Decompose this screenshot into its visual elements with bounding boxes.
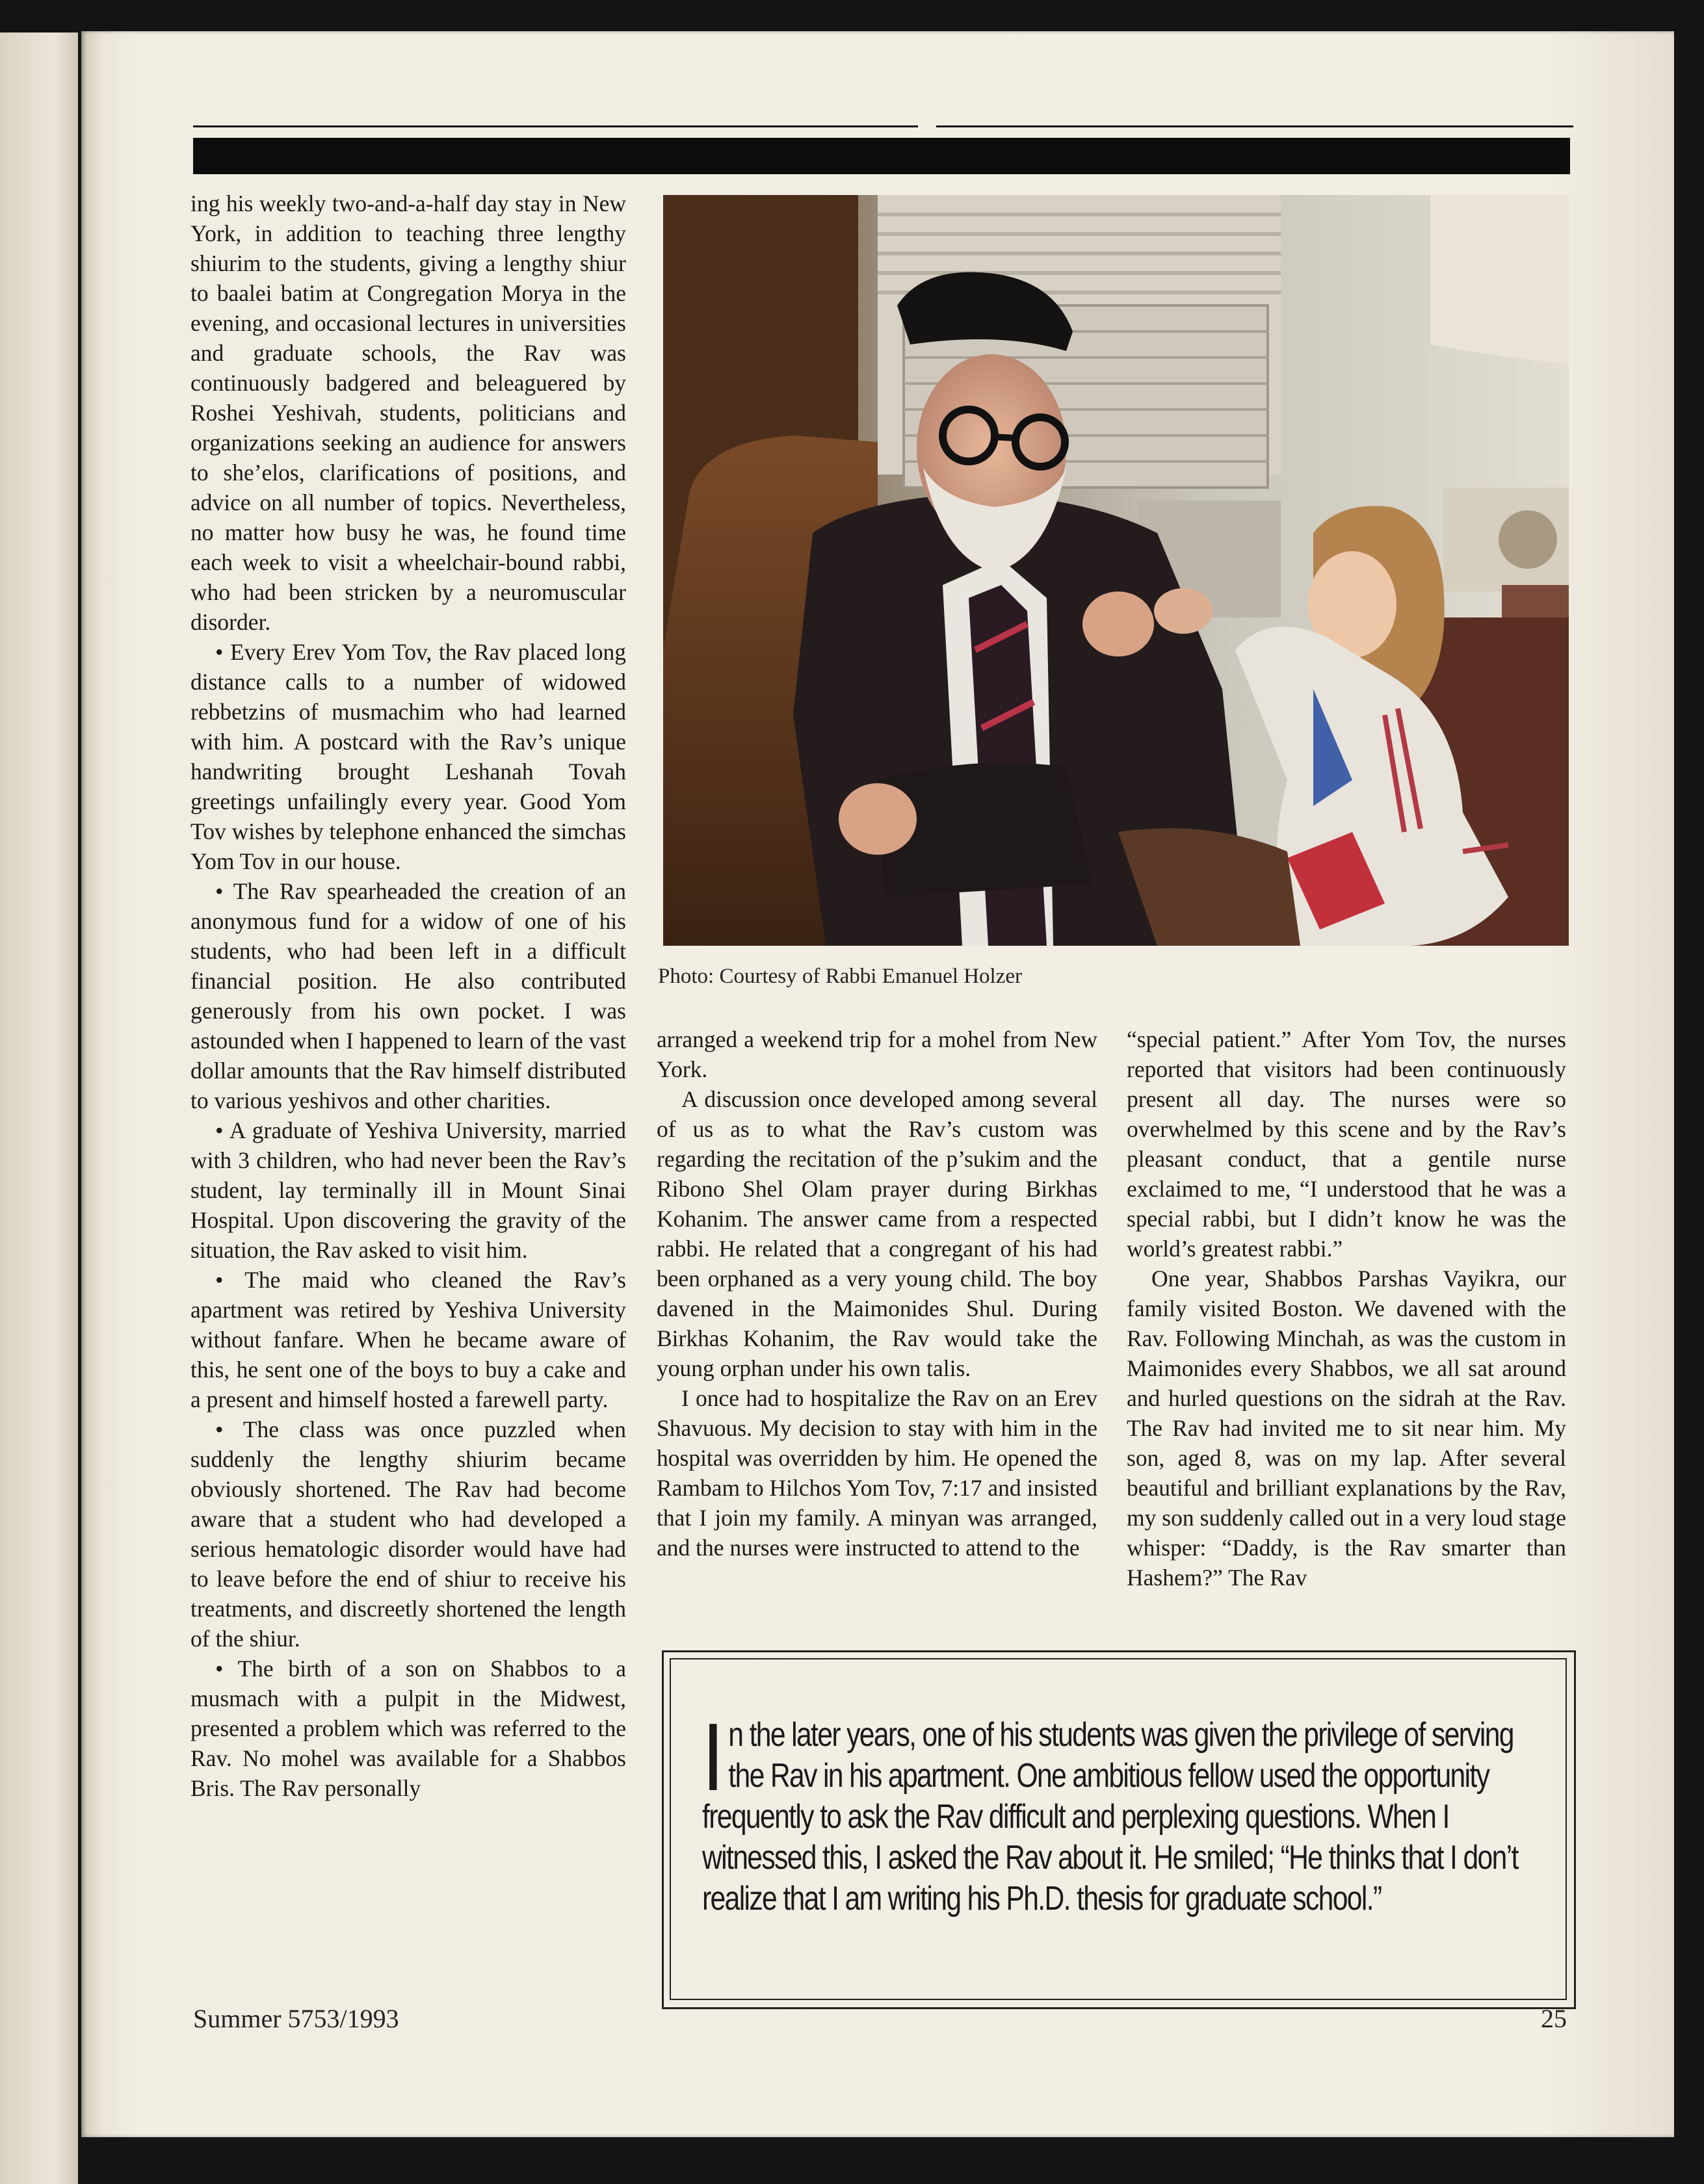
column-1-paragraph: • Every Erev Yom Tov, the Rav placed long distance calls to a number of widowed rebbetzins of musmachim who had learned with him. A postcard with the Rav’s unique handwriting brought Leshanah Tovah greetings unfailingly every year. Good Yom Tov wishes by telephone enhanced the simchas Yom Tov in our house. [190, 639, 626, 874]
column-2-paragraph: A discussion once developed among several of us as to what the Rav’s custom was regarding the recitation of the p’sukim and the Ribono Shel Olam prayer during Birkhas Kohanim. The answer came from a respected rabbi. He related that a congregant of his had been orphaned as a very young child. The boy davened in the Maimonides Shul. During Birkhas Kohanim, the Rav would take the young orphan under his own talis. [657, 1086, 1097, 1381]
column-1-paragraph: • The maid who cleaned the Rav’s apartment was retired by Yeshiva University without fanfare. When he became aware of this, he sent one of the boys to buy a cake and a present and himself hosted a farewell party. [190, 1267, 626, 1412]
header-bar [193, 138, 1570, 174]
issue-date: Summer 5753/1993 [193, 2004, 399, 2033]
pullquote-dropcap: I [702, 1704, 724, 1811]
column-1-paragraph: • The birth of a son on Shabbos to a musmach with a pulpit in the Midwest, presented a problem which was referred to the Rav. No mohel was available for a Shabbos Bris. The Rav personally [190, 1656, 626, 1801]
column-2 [657, 1024, 1097, 1563]
column-2-paragraph: I once had to hospitalize the Rav on an Erev Shavuous. My decision to stay with him in the hospital was overridden by him. He opened the Rambam to Hilchos Yom Tov, 7:17 and insisted that I join my family. A minyan was arranged, and the nurses were instructed to attend to the [657, 1385, 1097, 1561]
pullquote-text: n the later years, one of his students was given the privilege of serving the Rav in his apartment. One ambitious fellow used the opportunity frequently to ask the Rav difficult and perplexing questions. When I witnessed this, I asked the Rav about it. He smiled; “He thinks that I don’t realize that I am writing his Ph.D. thesis for graduate school.” [702, 1716, 1518, 1918]
column-1-paragraph: ing his weekly two-and-a-half day stay in New York, in addition to teaching three lengthy shiurim to the students, giving a lengthy shiur to baalei batim at Congregation Morya in the evening, and occasional lectures in universities and graduate schools, the Rav was continuously badgered and beleaguered by Roshei Yeshivah, students, politicians and organizations seeking an audience for answers to she’elos, clarifications of positions, and advice on all number of topics. Nevertheless, no matter how busy he was, he found time each week to visit a wheelchair-bound rabbi, who had been stricken by a neuromuscular disorder. [190, 190, 626, 635]
column-3 [1127, 1024, 1566, 1592]
column-3-paragraph: “special patient.” After Yom Tov, the nurses reported that visitors had been continuously present all day. The nurses were so overwhelmed by this scene and by the Rav’s pleasant conduct, that a gentile nurse exclaimed to me, “I understood that he was a special rabbi, but I didn’t know he was the world’s greatest rabbi.” [1127, 1026, 1566, 1262]
photo-rav-with-child [663, 195, 1569, 946]
column-1-paragraph: • A graduate of Yeshiva University, married with 3 children, who had never been the Rav’s student, lay terminally ill in Mount Sinai Hospital. Upon discovering the gravity of the situation, the Rav asked to visit him. [190, 1117, 626, 1263]
column-1-paragraph: • The class was once puzzled when suddenly the lengthy shiurim became obviously shortened. The Rav had become aware that a student who had developed a serious hematologic disorder would have had to leave before the end of shiur to receive his treatments, and discreetly shortened the length of the shiur. [190, 1416, 626, 1652]
header-rule-right [936, 125, 1573, 127]
pullquote [702, 1704, 1534, 1919]
page-number: 25 [1541, 2004, 1567, 2033]
previous-page-edge [0, 32, 78, 2184]
column-1-paragraph: • The Rav spearheaded the creation of an anonymous fund for a widow of one of his students, who had been left in a difficult financial position. He also contributed generously from his own pocket. I was astounded when I happened to learn of the vast dollar amounts that the Rav himself distributed to various yeshivos and other charities. [190, 878, 626, 1113]
column-2-paragraph: arranged a weekend trip for a mohel from New York. [657, 1026, 1097, 1082]
photo-caption: Photo: Courtesy of Rabbi Emanuel Holzer [658, 965, 1022, 988]
column-3-paragraph: One year, Shabbos Parshas Vayikra, our family visited Boston. We davened with the Rav. Following Minchah, as was the custom in Maimonides every Shabbos, we all sat around and hurled questions on the sidrah at the Rav. The Rav had invited me to sit near him. My son, aged 8, was on my lap. After several beautiful and brilliant explanations by the Rav, my son suddenly called out in a very loud stage whisper: “Daddy, is the Rav smarter than Hashem?” The Rav [1127, 1266, 1566, 1591]
header-rule-left [193, 125, 918, 127]
column-1 [190, 188, 626, 1803]
